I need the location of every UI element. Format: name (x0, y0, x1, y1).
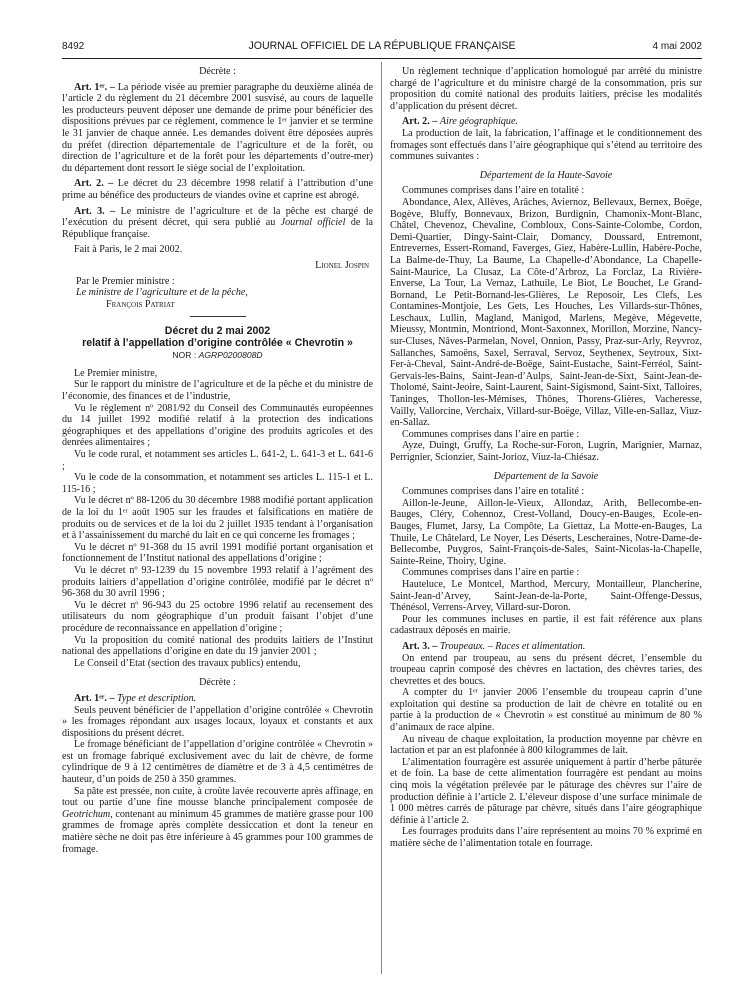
article-text: de la République française. (62, 217, 374, 240)
header-rule (62, 58, 702, 59)
minister-role (62, 287, 373, 299)
page-number: 8492 (62, 41, 85, 52)
par-le-premier-ministre: Par le Premier ministre : (76, 275, 175, 287)
article-label: Art. 2. – (402, 116, 438, 128)
article-text: La période visée au premier paragraphe du deuxième alinéa de l’article 2 du règlement du 21 décembre 2001 susvisé, au cours de laquelle les producteurs peuvent déposer une demande de prime pour bénéficier des dispositions prévues par ce règlement, commence le 1ᵉʳ janvier et se termine le 31 janvier de chaque année. Les demandes doivent être déposées auprès du préfet (direction départementale de l’agriculture et de la forêt, ou direction de l’agriculture et de la forêt pour les départements d’outre-mer) du département dont ressort le siège social de l’exploitation. (62, 81, 373, 174)
article-1-para-2: Le fromage bénéficiant de l’appellation d’origine contrôlée « Chevrotin » est un fromage fabriqué exclusivement avec du lait de chèvre, de forme cylindrique de 9 à 12 centimètres de diamètre et de 3 à 4,5 centimètres de hauteur, d’un poids de 250 à 350 grammes. (62, 739, 373, 786)
article-2 (62, 178, 373, 201)
nor-reference (62, 350, 373, 362)
article-3 (62, 206, 373, 241)
minister-name: François Patriat (106, 298, 175, 310)
department-haute-savoie: Département de la Haute-Savoie (479, 169, 613, 181)
communes-partie-list: Hauteluce, Le Montcel, Marthod, Mercury, Montailleur, Plancherine, Saint-Jean-d’Arvey, Saint-Jean-de-la-Porte, Saint-Offenge-Dessus, Thénésol, Verrens-Arvey, Villard-sur-Doron. (390, 578, 702, 614)
article-1 (62, 82, 373, 175)
article-text: Le ministre de l’agriculture et de la pêche est chargé de l’exécution du présent décret, qui sera publié au (62, 205, 374, 229)
geotrichum: Geotrichum (62, 808, 111, 820)
article-label: Art. 2. – (74, 178, 114, 190)
page-header (62, 41, 702, 57)
article-title: Type et description. (117, 692, 197, 704)
visa-9: Vu la proposition du comité national des produits laitiers de l’Institut national des appellations d’origine en date du 19 janvier 2001 ; (62, 634, 373, 658)
visa-1: Sur le rapport du ministre de l’agriculture et de la pêche et du ministre de l’économie, des finances et de l’industrie, (62, 379, 373, 403)
visa-2: Vu le règlement nº 2081/92 du Conseil des Communautés européennes du 14 juillet 1992 modifié relatif à la protection des indications géographiques et des appellations d’origine des produits agricoles et des denrées alimentaires ; (62, 402, 373, 449)
minister-role-text: Le ministre de l’agriculture et de la pêche, (76, 287, 248, 299)
article-2-title (390, 116, 702, 128)
communes-total-label: Communes comprises dans l’aire en totalité : (402, 185, 585, 197)
communes-total-list: Abondance, Alex, Allèves, Arâches, Aviernoz, Bellevaux, Bernex, Boëge, Bogève, Bluffy, Bonnevaux, Brizon, Burdignin, Chamonix-Mont-Blanc, Châtel, Chevenoz, Chevaline, Combloux, Cons-Sainte-Colombe, Cordon, Demi-Quartier, Dingy-Saint-Clair, Domancy, Doussard, Entremont, Entrevernes, Essert-Romand, Faverges, Giez, Habère-Lullin, Habère-Poche, La Balme-de-Thuy, La Baume, La Chapelle-d’Abondance, La Chapelle-Saint-Maurice, La Clusaz, La Côte-d’Arbroz, La Forclaz, La Rivière-Enverse, La Tour, La Vernaz, Lathuile, Le Biot, Le Bouchet, Le Grand-Bornand, Le Petit-Bornand-les-Glières, Le Reposoir, Les Clefs, Les Contamines-Montjoie, Les Gets, Les Houches, Les Villards-sur-Thônes, Leschaux, Lullin, Magland, Manigod, Marlens, Megève, Mégevette, Mieussy, Montmin, Montriond, Mont-Saxonnex, Morillon, Morzine, Nancy-sur-Cluses, Nâves-Parmelan, Novel, Onnion, Passy, Praz-sur-Arly, Reyvroz, Sallanches, Samoëns, Saxel, Serraval, Servoz, Seythenex, Seytroux, Sixt-Fer-à-Cheval, Saint-André-de-Boëge, Saint-Eustache, Saint-Ferréol, Saint-Gervais-les-Bains, Saint-Jean-d’Aulps, Saint-Jean-de-Sixt, Saint-Jean-de-Tholomé, Saint-Jeoire, Saint-Laurent, Saint-Sigismond, Saint-Sixt, Talloires, Taninges, Thollon-les-Mémises, Thônes, Thorens-Glières, Vacheresse, Vailly, Vallorcine, Verchaix, Villard-sur-Boëge, Villaz, Ville-en-Sallaz, Viuz-en-Sallaz. (390, 196, 702, 429)
issue-date: 4 mai 2002 (652, 41, 702, 52)
article-2-para-1: La production de lait, la fabrication, l’affinage et le conditionnement des fromages sont effectués dans l’aire géographique qui s’étend au territoire des communes suivantes : (390, 127, 702, 163)
article-title: Troupeaux. – Races et alimentation. (439, 640, 586, 652)
visa-3: Vu le code rural, et notamment ses articles L. 641-2, L. 641-3 et L. 641-6 ; (62, 449, 373, 472)
decree-title (62, 325, 373, 349)
fait-line: Fait à Paris, le 2 mai 2002. (74, 244, 183, 256)
department-savoie: Département de la Savoie (493, 470, 599, 482)
cadastre-note: Pour les communes incluses en partie, il est fait référence aux plans cadastraux déposés en mairie. (390, 613, 702, 637)
journal-reference: Journal officiel (280, 217, 346, 229)
para-text: , contenant au minimum 45 grammes de matière grasse pour 100 grammes de fromage après complète dessiccation et dont la teneur en matière sèche ne doit pas être inférieure à 45 grammes pour 100 grammes de fromage. (62, 808, 373, 855)
regulation-intro: Un règlement technique d’application homologué par arrêté du ministre chargé de l’agriculture et du ministre chargé de la consommation, pris sur proposition du comité national des produits laitiers, précise les modalités d’application du présent décret. (390, 66, 702, 112)
communes-partie-list: Ayze, Duingt, Gruffy, La Roche-sur-Foron, Lugrin, Marignier, Marnaz, Perrignier, Scionzier, Saint-Jorioz, Viuz-la-Chiésaz. (390, 440, 702, 463)
article-title: Aire géographique. (439, 116, 518, 128)
article-1-title (62, 693, 373, 705)
article-3-para-4: L’alimentation fourragère est assurée uniquement à partir d’herbe pâturée et de foin. La base de cette alimentation fourragère est pendant au moins cinq mois la végétation prélevée par le pâturage des chèvres sur l’aire de production définie à l’article 2. L’éleveur dispose d’une surface minimale de 1 000 mètres carrés de pâturage par chèvre, situés dans l’aire géographique définie à l’article 2. (390, 756, 702, 826)
article-3-title (390, 641, 702, 653)
premier-ministre: Le Premier ministre, (74, 367, 158, 379)
para-text: Sa pâte est pressée, non cuite, à croûte lavée recouverte après affinage, en tout ou partie d’une fine mousse blanche principalement composée de (62, 785, 373, 809)
decree-title-line-1: Décret du 2 mai 2002 (164, 325, 271, 338)
nor-code: AGRP0200808D (198, 350, 263, 361)
section-divider (190, 316, 246, 317)
journal-title: JOURNAL OFFICIEL DE LA RÉPUBLIQUE FRANÇAISE (248, 40, 516, 52)
article-label: Art. 3. – (74, 205, 116, 217)
signatory-name: Lionel Jospin (315, 259, 369, 271)
left-column (62, 66, 373, 855)
visa-5: Vu le décret nº 88-1206 du 30 décembre 1988 modifié portant application de la loi du 1ᵉʳ août 1905 sur les fraudes et falsifications en matière de produits ou de services et de la loi du 2 juillet 1935 tendant à l’organisation et à l’assainissement du marché du lait en ce qui concerne les fromages ; (62, 495, 373, 542)
article-label: Art. 1ᵉʳ. – (74, 692, 115, 704)
visa-4: Vu le code de la consommation, et notamment ses articles L. 115-1 et L. 115-16 ; (62, 472, 373, 495)
communes-partie-label: Communes comprises dans l’aire en partie : (402, 428, 580, 440)
article-label: Art. 1ᵉʳ. – (74, 81, 115, 93)
visa-8: Vu le décret nº 96-943 du 25 octobre 1996 relatif au recensement des utilisateurs du nom géographique d’un produit faisant l’objet d’une procédure de reconnaissance en appellation d’origine ; (62, 599, 373, 634)
decree-heading-2: Décrète : (199, 677, 236, 689)
nor-label: NOR : (172, 350, 197, 361)
article-label: Art. 3. – (402, 640, 438, 652)
visa-10: Le Conseil d’Etat (section des travaux publics) entendu, (74, 657, 301, 669)
visa-7: Vu le décret nº 93-1239 du 15 novembre 1993 relatif à l’agrément des produits laitiers d’appellation d’origine contrôlée, modifié par le décret nº 96-368 du 30 avril 1996 ; (62, 564, 373, 600)
column-divider (381, 62, 382, 974)
right-column (390, 66, 702, 850)
communes-total-list: Aillon-le-Jeune, Aillon-le-Vieux, Allondaz, Arith, Bellecombe-en-Bauges, Cléry, Cohennoz, Crest-Volland, Doucy-en-Bauges, Ecole-en-Bauges, Flumet, Jarsy, La Compôte, La Giettaz, La Motte-en-Bauges, La Thuile, Le Châtelard, Le Noyer, Les Déserts, Lescheraines, Notre-Dame-de-Bellecombe, Puygros, Saint-François-de-Sales, Saint-Nicolas-la-Chapelle, Sainte-Reine, Thoiry, Ugine. (390, 497, 702, 567)
decree-heading: Décrète : (199, 66, 236, 77)
article-1-para-1: Seuls peuvent bénéficier de l’appellation d’origine contrôlée « Chevrotin » les fromages répondant aux usages locaux, loyaux et constants et aux dispositions du présent décret. (62, 704, 373, 739)
communes-partie-label: Communes comprises dans l’aire en partie : (402, 567, 580, 579)
article-3-para-1: On entend par troupeau, au sens du présent décret, l’ensemble du troupeau caprin composé des chèvres en lactation, des chèvres taries, des chevrettes et des boucs. (390, 652, 702, 687)
communes-total-label: Communes comprises dans l’aire en totalité : (402, 486, 585, 498)
decree-title-line-2: relatif à l’appellation d’origine contrôlée « Chevrotin » (82, 337, 353, 350)
article-1-para-3 (62, 786, 373, 856)
article-3-para-2: A compter du 1ᵉʳ janvier 2006 l’ensemble du troupeau caprin d’une exploitation qui destine sa production de lait de chèvre en totalité ou en partie à la production de « Chevrotin » est constitué au minimum de 80 % d’animaux de race alpine. (390, 687, 702, 734)
article-text: Le décret du 23 décembre 1998 relatif à l’attribution d’une prime au bénéfice des producteurs de viandes ovine et caprine est abrogé. (62, 178, 373, 201)
article-3-para-3: Au niveau de chaque exploitation, la production moyenne par chèvre en lactation et par an est plafonnée à 800 kilogrammes de lait. (390, 733, 702, 757)
article-3-para-5: Les fourrages produits dans l’aire représentent au moins 70 % exprimé en matière sèche de l’alimentation totale en fourrage. (390, 826, 702, 849)
visa-6: Vu le décret nº 91-368 du 15 avril 1991 modifié portant organisation et fonctionnement de l’Institut national des appellations d’origine ; (62, 541, 373, 565)
